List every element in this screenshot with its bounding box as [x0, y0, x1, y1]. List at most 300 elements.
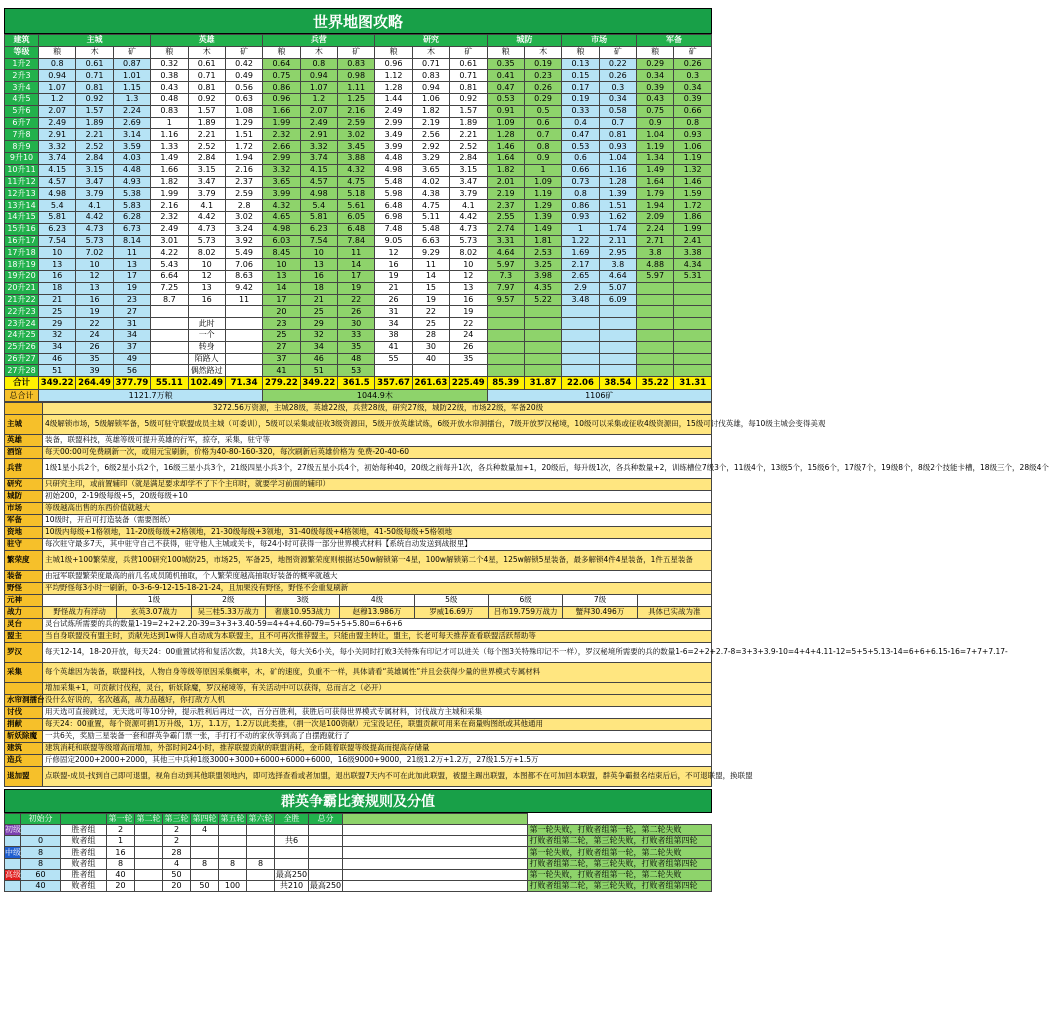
- table-cell: 2.66: [263, 141, 300, 153]
- table-cell: 3.74: [300, 152, 337, 164]
- info-row: [5, 434, 712, 446]
- table-cell: 53: [338, 365, 375, 377]
- info-row: [5, 490, 712, 502]
- table-cell: 1.51: [225, 129, 262, 141]
- table-cell: 12: [375, 247, 412, 259]
- table-cell: 26升27: [5, 353, 39, 365]
- table-cell: 1.89: [188, 117, 225, 129]
- sum-cell: 225.49: [450, 377, 487, 390]
- table-cell: 4.98: [263, 223, 300, 235]
- table-cell: [151, 318, 188, 330]
- table-cell: 2.84: [188, 152, 225, 164]
- table-cell: 1.2: [39, 93, 76, 105]
- subheader-cell: 木: [76, 46, 113, 58]
- genie-level: 2级: [191, 594, 265, 606]
- table-cell: 3.65: [412, 164, 449, 176]
- table-cell: 2.99: [263, 152, 300, 164]
- table-cell: 偶然路过: [188, 365, 225, 377]
- table-cell: 5.11: [412, 211, 449, 223]
- table-cell: 0.92: [188, 93, 225, 105]
- info-row: [5, 754, 712, 766]
- table-cell: 3.65: [263, 176, 300, 188]
- round-score: [135, 836, 163, 847]
- genie-value: 奢康10.953战力: [265, 606, 339, 618]
- table-cell: 3.31: [487, 235, 524, 247]
- table-row: [5, 105, 712, 117]
- table-cell: 2.37: [225, 176, 262, 188]
- table-cell: 2.24: [637, 223, 674, 235]
- table-cell: 1: [524, 164, 561, 176]
- table-cell: [412, 365, 449, 377]
- round-score: 4: [163, 858, 191, 869]
- table-cell: 3.79: [188, 188, 225, 200]
- info-row: [5, 662, 712, 682]
- table-cell: 4.57: [300, 176, 337, 188]
- table-cell: 5.48: [375, 176, 412, 188]
- info-text: 斤修固定2000+2000+2000，其他三中兵种1级3000+3000+6000+6000+6000，16级9000+9000，21级1.2万+1.2万，27级1.5万+1.5万: [43, 754, 712, 766]
- table-cell: 2.53: [524, 247, 561, 259]
- col-research: 研究: [375, 35, 487, 47]
- table-row: [5, 152, 712, 164]
- table-cell: 48: [338, 353, 375, 365]
- table-cell: 27升28: [5, 365, 39, 377]
- subheader-cell: 木: [412, 46, 449, 58]
- round-score: [275, 858, 309, 869]
- table-cell: 23升24: [5, 318, 39, 330]
- table-cell: 3.15: [450, 164, 487, 176]
- table-cell: 19: [76, 306, 113, 318]
- table-cell: 0.64: [263, 58, 300, 70]
- table-cell: [487, 318, 524, 330]
- table-cell: [599, 318, 636, 330]
- table-cell: 5.97: [637, 270, 674, 282]
- table-cell: 4.1: [450, 200, 487, 212]
- table-cell: 3.88: [338, 152, 375, 164]
- table-cell: 4.38: [412, 188, 449, 200]
- table-cell: 0.7: [524, 129, 561, 141]
- round-score: [219, 847, 247, 858]
- round-score: [219, 869, 247, 880]
- table-cell: 7.06: [225, 259, 262, 271]
- group-name: 败者组: [61, 881, 107, 892]
- table-cell: 3.47: [76, 176, 113, 188]
- table-cell: 24升25: [5, 329, 39, 341]
- table-cell: 55: [375, 353, 412, 365]
- table-cell: 1.3: [113, 93, 150, 105]
- table-cell: 0.47: [562, 129, 599, 141]
- initial-score: 60: [21, 869, 61, 880]
- table-cell: 18: [39, 282, 76, 294]
- table-cell: 0.3: [674, 70, 712, 82]
- table-row: [5, 164, 712, 176]
- table-cell: 40: [412, 353, 449, 365]
- table-cell: 4.73: [450, 223, 487, 235]
- table-cell: 1.69: [562, 247, 599, 259]
- table-cell: 22升23: [5, 306, 39, 318]
- table-cell: [562, 365, 599, 377]
- table-cell: 12升13: [5, 188, 39, 200]
- table-cell: 19: [338, 282, 375, 294]
- table-cell: 0.75: [637, 105, 674, 117]
- table-cell: 13: [113, 259, 150, 271]
- table-cell: 3.02: [225, 211, 262, 223]
- col-main-city: 主城: [39, 35, 151, 47]
- info-text: 等级越高出售的东西价值就越大: [43, 502, 712, 514]
- table-cell: 2.99: [375, 117, 412, 129]
- round-score: [309, 847, 343, 858]
- table-cell: 1.28: [599, 176, 636, 188]
- rules-header: 初始分: [21, 813, 61, 824]
- round-score: 1: [107, 836, 135, 847]
- table-cell: 10: [76, 259, 113, 271]
- table-cell: 21: [300, 294, 337, 306]
- total-score: [343, 847, 528, 858]
- info-text: 主城1级+100繁荣度，兵营100研究100城防25，市场25，军备25，地图资源繁荣度则根据达50w解锁第一4星，100w解锁第二个4星，125w解锁5星装备，最多解锁4件4星装备，1件五星装备: [43, 550, 712, 570]
- initial-score: 40: [21, 881, 61, 892]
- table-cell: 0.87: [113, 58, 150, 70]
- table-cell: 7.48: [375, 223, 412, 235]
- table-cell: 41: [263, 365, 300, 377]
- table-cell: 4.1: [76, 200, 113, 212]
- table-cell: 3.38: [674, 247, 712, 259]
- table-cell: 1.66: [263, 105, 300, 117]
- table-cell: 7.97: [487, 282, 524, 294]
- table-cell: 0.34: [637, 70, 674, 82]
- table-cell: 56: [113, 365, 150, 377]
- table-cell: [674, 282, 712, 294]
- table-cell: 2.91: [39, 129, 76, 141]
- table-cell: 24: [450, 329, 487, 341]
- info-label: 水帘洞擂台: [5, 694, 43, 706]
- subheader-cell: 粮: [637, 46, 674, 58]
- round-score: [275, 825, 309, 836]
- info-label: 资地: [5, 526, 43, 538]
- table-cell: 22: [338, 294, 375, 306]
- table-cell: 1.59: [674, 188, 712, 200]
- table-cell: 7.02: [76, 247, 113, 259]
- table-cell: 4.75: [412, 200, 449, 212]
- sum-cell: 349.22: [300, 377, 337, 390]
- table-cell: 5.43: [151, 259, 188, 271]
- table-cell: 4.75: [338, 176, 375, 188]
- table-cell: 5.48: [412, 223, 449, 235]
- table-cell: 1.11: [338, 82, 375, 94]
- info-label: 灵台: [5, 618, 43, 630]
- info-label: 市场: [5, 502, 43, 514]
- table-cell: 6.23: [39, 223, 76, 235]
- table-cell: [674, 306, 712, 318]
- table-cell: 3.32: [263, 164, 300, 176]
- subheader-cell: 粮: [263, 46, 300, 58]
- table-cell: 0.17: [562, 82, 599, 94]
- table-cell: 15: [412, 282, 449, 294]
- table-cell: 5.61: [338, 200, 375, 212]
- table-cell: 39: [76, 365, 113, 377]
- table-cell: 26: [450, 341, 487, 353]
- table-cell: 3.14: [113, 129, 150, 141]
- rules-note: 第一轮失败，打败者组第一轮，第二轮失败: [527, 847, 712, 858]
- table-cell: 1.15: [113, 82, 150, 94]
- round-score: [309, 836, 343, 847]
- table-cell: 17: [113, 270, 150, 282]
- table-cell: 6.98: [375, 211, 412, 223]
- genie-level: 7级: [563, 594, 637, 606]
- table-cell: 30: [338, 318, 375, 330]
- grand-total-ore: 1106矿: [487, 390, 712, 402]
- table-cell: 4.02: [412, 176, 449, 188]
- table-cell: 0.73: [562, 176, 599, 188]
- table-cell: 0.8: [674, 117, 712, 129]
- table-cell: 0.35: [487, 58, 524, 70]
- info-text: 平均野怪每3小时一刷新，0-3-6-9-12-15-18-21-24，且加果没有野怪，野怪不会重复刷新: [43, 582, 712, 594]
- table-cell: 6升7: [5, 117, 39, 129]
- table-cell: 0.96: [375, 58, 412, 70]
- info-text: 一共6关，奖励三星装备一套和群英争霸门票一张，手打打不动的家伙等到高了自摆跑就行了: [43, 730, 712, 742]
- info-row: [5, 618, 712, 630]
- table-cell: 18升19: [5, 259, 39, 271]
- table-cell: 0.13: [562, 58, 599, 70]
- table-cell: 6.05: [338, 211, 375, 223]
- table-cell: [151, 329, 188, 341]
- table-cell: 4.98: [39, 188, 76, 200]
- sum-cell: 349.22: [39, 377, 76, 390]
- sum-cell: 31.31: [674, 377, 712, 390]
- col-hero: 英雄: [151, 35, 263, 47]
- table-cell: 0.81: [76, 82, 113, 94]
- round-score: 16: [107, 847, 135, 858]
- info-row: [5, 718, 712, 730]
- round-score: [219, 836, 247, 847]
- round-score: [247, 869, 275, 880]
- table-cell: [524, 341, 561, 353]
- table-cell: 1.72: [674, 200, 712, 212]
- genie-value: 蟹拜30.496万: [563, 606, 637, 618]
- table-cell: 13: [76, 282, 113, 294]
- info-row: [5, 514, 712, 526]
- table-cell: 2.16: [151, 200, 188, 212]
- table-cell: 9.05: [375, 235, 412, 247]
- table-cell: 7.3: [487, 270, 524, 282]
- table-cell: 6.23: [300, 223, 337, 235]
- genie-value: 玄英3.07战力: [117, 606, 191, 618]
- table-cell: [524, 318, 561, 330]
- table-cell: 3.99: [263, 188, 300, 200]
- table-cell: 2.56: [412, 129, 449, 141]
- table-cell: 51: [39, 365, 76, 377]
- table-cell: 0.38: [151, 70, 188, 82]
- table-cell: 2.8: [225, 200, 262, 212]
- table-cell: 4.15: [39, 164, 76, 176]
- table-cell: 1.2: [300, 93, 337, 105]
- info-table: [4, 402, 1049, 787]
- table-cell: 2.71: [637, 235, 674, 247]
- round-score: 最高250: [309, 881, 342, 891]
- table-cell: 一个: [188, 329, 225, 341]
- table-cell: 2.65: [562, 270, 599, 282]
- table-cell: [637, 329, 674, 341]
- table-cell: 0.83: [412, 70, 449, 82]
- info-text: 由冠军联盟繁荣度最高的前几名成员随机抽取，个人繁荣度越高抽取好装备的概率就越大: [43, 570, 712, 582]
- genie-level: 4级: [340, 594, 414, 606]
- table-cell: [674, 294, 712, 306]
- table-cell: 7.25: [151, 282, 188, 294]
- table-row: [5, 188, 712, 200]
- round-score: [191, 836, 219, 847]
- info-label: 讨伐: [5, 706, 43, 718]
- table-cell: 1.07: [300, 82, 337, 94]
- round-score: 2: [163, 825, 191, 836]
- table-cell: [562, 353, 599, 365]
- page-title: 世界地图攻略: [4, 8, 712, 34]
- group-name: 败者组: [61, 858, 107, 869]
- table-row: [5, 129, 712, 141]
- table-cell: 38: [375, 329, 412, 341]
- table-cell: 0.8: [524, 141, 561, 153]
- table-cell: 3.98: [524, 270, 561, 282]
- table-cell: 1.99: [263, 117, 300, 129]
- table-cell: 0.53: [562, 141, 599, 153]
- table-cell: 0.19: [562, 93, 599, 105]
- rules-note: 第一轮失败，打败者组第一轮，第二轮失败: [527, 825, 712, 836]
- table-cell: 3.8: [637, 247, 674, 259]
- initial-score: 8: [21, 847, 61, 858]
- table-cell: 13: [450, 282, 487, 294]
- table-cell: 29: [39, 318, 76, 330]
- table-cell: 1.99: [674, 223, 712, 235]
- sum-cell: 55.11: [151, 377, 188, 390]
- info-label: 英雄: [5, 434, 43, 446]
- table-cell: 3.32: [300, 141, 337, 153]
- table-cell: 8.7: [151, 294, 188, 306]
- table-cell: 10升11: [5, 164, 39, 176]
- table-cell: [151, 306, 188, 318]
- table-cell: [637, 282, 674, 294]
- total-score: [343, 881, 528, 892]
- table-cell: 5.81: [39, 211, 76, 223]
- table-cell: 6.48: [338, 223, 375, 235]
- table-cell: 1.86: [674, 211, 712, 223]
- table-cell: 2.52: [76, 141, 113, 153]
- info-text: 10级时，开启可打造装备（需要图纸）: [43, 514, 712, 526]
- table-cell: 2.49: [151, 223, 188, 235]
- table-cell: 2.9: [562, 282, 599, 294]
- table-cell: 30: [412, 341, 449, 353]
- table-cell: 1.72: [225, 141, 262, 153]
- table-cell: 3.45: [338, 141, 375, 153]
- table-cell: 25升26: [5, 341, 39, 353]
- rules-header: 第四轮: [192, 814, 217, 823]
- table-cell: 11: [113, 247, 150, 259]
- table-cell: 1.12: [375, 70, 412, 82]
- table-cell: 35: [76, 353, 113, 365]
- table-cell: 0.61: [450, 58, 487, 70]
- table-cell: 25: [263, 329, 300, 341]
- genie-level-row: [5, 594, 712, 606]
- table-cell: 29: [300, 318, 337, 330]
- table-cell: 3.79: [76, 188, 113, 200]
- group-name: 败者组: [61, 836, 107, 847]
- table-cell: 2.11: [599, 235, 636, 247]
- rules-corner: [5, 813, 21, 824]
- table-cell: 5.83: [113, 200, 150, 212]
- table-cell: 1.32: [674, 164, 712, 176]
- info-text: 每个英雄因为装备，联盟科技，人物自身等级等原因采集概率，木，矿的速度，负重不一样，具体请看“英雄属性”并且会获得少量的世界模式专属材料: [43, 662, 712, 682]
- table-cell: 2.74: [487, 223, 524, 235]
- table-cell: 3.92: [225, 235, 262, 247]
- table-cell: 1.39: [524, 211, 561, 223]
- table-cell: 1.74: [599, 223, 636, 235]
- info-text: 点联盟-成员-找到自己即可退盟，视角自动到其他联盟领地内，即可选择查看或者加盟，退出联盟7天内不可在此加此联盟，被盟主踢出联盟，本图都不在可加回本联盟，群英争霸报名结束后后，不可退联盟，换联盟: [43, 766, 712, 786]
- table-cell: 0.34: [674, 82, 712, 94]
- table-cell: [637, 318, 674, 330]
- table-cell: 1.06: [412, 93, 449, 105]
- rules-header: 第二轮: [136, 814, 161, 823]
- table-cell: 5.73: [76, 235, 113, 247]
- table-cell: 1.66: [151, 164, 188, 176]
- table-cell: 0.53: [487, 93, 524, 105]
- table-cell: 4.93: [113, 176, 150, 188]
- round-score: [135, 825, 163, 836]
- table-cell: 7.84: [338, 235, 375, 247]
- table-cell: 2.84: [76, 152, 113, 164]
- info-label: 城防: [5, 490, 43, 502]
- table-cell: 20: [263, 306, 300, 318]
- table-cell: 17升18: [5, 247, 39, 259]
- table-cell: 3.25: [524, 259, 561, 271]
- table-cell: 0.8: [300, 58, 337, 70]
- genie-value: 罗威16.69万: [414, 606, 488, 618]
- info-row: [5, 414, 712, 434]
- subheader-cell: 矿: [338, 46, 375, 58]
- table-cell: 1.25: [338, 93, 375, 105]
- genie-level: 6级: [488, 594, 562, 606]
- col-defense: 城防: [487, 35, 562, 47]
- table-cell: 0.48: [151, 93, 188, 105]
- table-cell: 0.41: [487, 70, 524, 82]
- sum-cell: 31.87: [524, 377, 561, 390]
- table-cell: 27: [113, 306, 150, 318]
- genie-label: 战力: [5, 606, 43, 618]
- subheader-row: [5, 46, 712, 58]
- table-cell: 0.81: [188, 82, 225, 94]
- genie-blank: [43, 594, 117, 606]
- table-row: [5, 294, 712, 306]
- total-score: [343, 825, 528, 836]
- info-text: 当自身联盟没有盟主时，贡献先达到1w得人自动成为本联盟主，且不可再次推荐盟主，只能由盟主转让，盟主，长老可每天推荐查看联盟活跃帮助等: [43, 630, 712, 642]
- table-cell: 27: [263, 341, 300, 353]
- table-cell: 13: [188, 282, 225, 294]
- table-cell: 1.94: [637, 200, 674, 212]
- table-cell: 0.56: [225, 82, 262, 94]
- info-label: 盟主: [5, 630, 43, 642]
- table-cell: 0.94: [39, 70, 76, 82]
- table-cell: 0.8: [562, 188, 599, 200]
- table-cell: 2.19: [412, 117, 449, 129]
- info-label: [5, 682, 43, 694]
- table-cell: [225, 341, 262, 353]
- subheader-cell: 木: [524, 46, 561, 58]
- info-row: [5, 682, 712, 694]
- info-text: 初始200，2-19级每级+5，20级每级+10: [43, 490, 712, 502]
- table-cell: 0.86: [562, 200, 599, 212]
- info-row: [5, 630, 712, 642]
- table-cell: 4.15: [300, 164, 337, 176]
- table-cell: 12: [188, 270, 225, 282]
- table-cell: 1.64: [487, 152, 524, 164]
- subheader-cell: 粮: [375, 46, 412, 58]
- table-cell: 34: [113, 329, 150, 341]
- rules-row: [5, 825, 712, 836]
